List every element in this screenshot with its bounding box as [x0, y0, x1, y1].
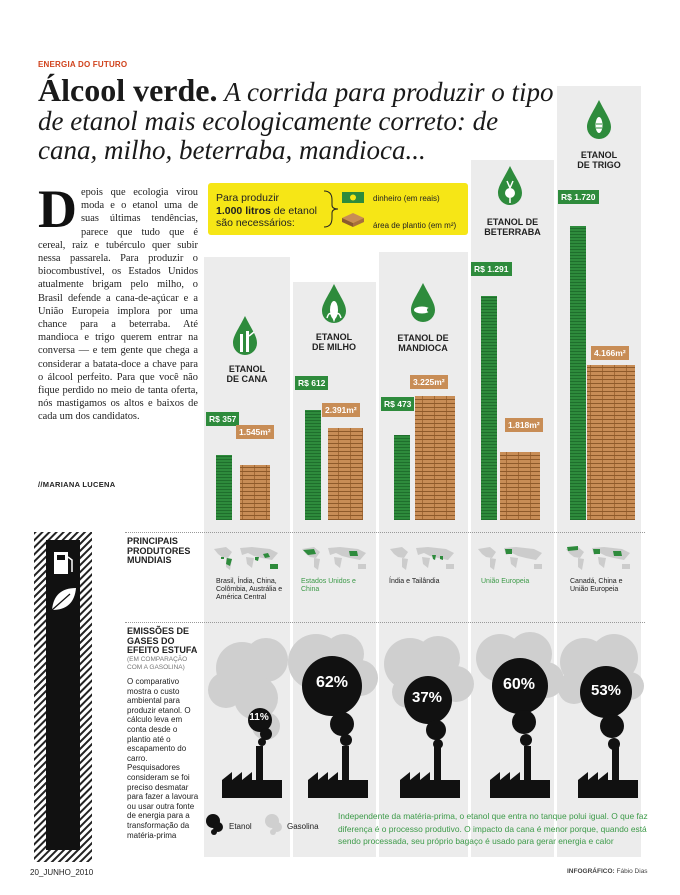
- money-bar-beterraba: [481, 296, 497, 520]
- legend-line2-bold: 1.000 litros: [216, 204, 271, 217]
- crop-name-mandioca-2: MANDIOCA: [398, 343, 448, 353]
- factory-mandioca: [400, 746, 460, 798]
- area-tag-trigo: 4.166m²: [591, 346, 629, 360]
- land-bar-milho: [328, 428, 363, 520]
- smoke-cloud-cana: [208, 638, 288, 746]
- rule-emissions: [125, 622, 645, 623]
- world-map-icon-5: [566, 546, 630, 570]
- emission-pct-beterraba: 60%: [502, 676, 536, 693]
- emission-pct-mandioca: 37%: [411, 689, 443, 706]
- money-bar-mandioca: [394, 435, 410, 520]
- factory-cana: [222, 746, 282, 798]
- world-map-icon-3: [390, 547, 454, 570]
- gasoline-smoke-icon: [262, 812, 286, 836]
- wheat-icon: [586, 100, 612, 140]
- land-bar-beterraba: [500, 452, 540, 520]
- byline: //MARIANA LUCENA: [38, 480, 116, 489]
- price-tag-milho: R$ 612: [295, 376, 328, 390]
- factory-milho: [308, 746, 368, 798]
- producers-trigo: Canadá, China e União Europeia: [570, 578, 623, 594]
- sidebar-stripe: [34, 532, 92, 862]
- legend-gasoline: Gasolina: [287, 822, 319, 831]
- crop-name-trigo-1: ETANOL: [580, 150, 618, 160]
- legend-line2-rest: de etanol: [270, 204, 317, 217]
- headline-rest: A corrida para produzir o tipo de etanol mais ecologicamente correto: de cana, milho, beterraba, mandioca...: [38, 77, 554, 165]
- money-bar-milho: [305, 410, 321, 520]
- area-tag-beterraba: 1.818m²: [505, 418, 543, 432]
- kicker: ENERGIA DO FUTURO: [38, 60, 128, 69]
- emission-pct-trigo: 53%: [590, 682, 622, 699]
- price-tag-cana: R$ 357: [206, 412, 239, 426]
- price-tag-trigo: R$ 1.720: [558, 190, 599, 204]
- producers-cana: Brasil, Índia, China, Colômbia, Austrália e América Central: [216, 578, 283, 602]
- producers-milho: Estados Unidos e China: [301, 578, 356, 594]
- crop-name-trigo-2: DE TRIGO: [577, 160, 621, 170]
- producers-mandioca: Índia e Tailândia: [389, 578, 440, 585]
- crop-name-milho-1: ETANOL: [315, 332, 353, 342]
- footer-page: 20_JUNHO_2010: [30, 868, 94, 877]
- legend-area-label: área de plantio (em m²): [373, 221, 457, 230]
- emission-pct-cana: 11%: [249, 712, 269, 723]
- crop-name-cana-1: ETANOL: [228, 364, 266, 374]
- world-maps: [212, 543, 648, 573]
- factory-trigo: [578, 746, 638, 798]
- crop-name-cana-2: DE CANA: [226, 374, 268, 384]
- legend-line1: Para produzir: [216, 192, 280, 204]
- dropcap: D: [38, 179, 77, 239]
- price-tag-beterraba: R$ 1.291: [471, 262, 512, 276]
- footer-credit: [567, 868, 648, 875]
- article-body: [38, 179, 198, 424]
- area-tag-mandioca: 3.225m²: [410, 375, 448, 389]
- land-bar-mandioca: [415, 396, 455, 520]
- footer-credit-label: INFOGRÁFICO:: [567, 868, 615, 875]
- money-bar-trigo: [570, 226, 586, 520]
- crop-name-beterraba-2: BETERRABA: [484, 227, 541, 237]
- rule-producers: [125, 532, 645, 533]
- area-tag-milho: 2.391m²: [322, 403, 360, 417]
- emissions-subtitle: (EM COMPARAÇÃO COM A GASOLINA): [127, 656, 188, 671]
- footer-credit-name: Fábio Dias: [616, 868, 648, 875]
- legend-money-label: dinheiro (em reais): [373, 194, 440, 203]
- legend-line3: são necessários:: [216, 217, 295, 229]
- world-map-icon-4: [478, 547, 542, 570]
- headline: [38, 72, 558, 165]
- land-bar-cana: [240, 465, 270, 520]
- money-bar-cana: [216, 455, 232, 520]
- crop-name-mandioca-1: ETANOL DE: [397, 333, 449, 343]
- bars-svg: [200, 160, 650, 532]
- crop-name-beterraba-1: ETANOL DE: [486, 217, 539, 227]
- crop-name-milho-2: DE MILHO: [312, 342, 356, 352]
- emissions-text: O comparativo mostra o custo ambiental para produzir etanol. O cálculo leva em conta desde o plantio até o escapamento do carro. Pesquisadores consideram se foi preciso desmatar para fazer a lavoura ou usar outra fonte de energia para a transformação da matéria-prima: [127, 677, 199, 840]
- producers-title: PRINCIPAIS PRODUTORES MUNDIAIS: [127, 536, 191, 565]
- article-text: epois que ecologia virou moda e o etanol uma de suas últimas tendências, parece que tudo que é cereal, raiz e tubérculo quer subir nessa passarela. Para produzir o biocombustível, os Estados Unidos atualmente brigam pelo milho, o Brasil defende a cana-de-açúcar e a União Europeia implora por uma chance para a beterraba. Até mandioca e trigo querem entrar na conversa — e tem gente que chega a considerar a batata-doce a chave para o álcool perfeito. Para que você não fique perdido no meio de tanta oferta, nós mastigamos os altos e baixos de cada um dos candidatos.: [38, 187, 198, 423]
- price-tag-mandioca: R$ 473: [381, 397, 414, 411]
- land-bar-trigo: [587, 365, 635, 520]
- producers-beterraba: União Europeia: [481, 578, 530, 585]
- ethanol-smoke-icon: [203, 812, 227, 836]
- emission-pct-milho: 62%: [315, 674, 349, 691]
- legend-ethanol: Etanol: [229, 822, 252, 831]
- bottom-note: Independente da matéria-prima, o etanol que entra no tanque polui igual. O que faz diferença é o processo produtivo. O impacto da cana é menor porque, quando está sendo processada, seu próprio bagaço é usado para gerar energia e calor: [338, 811, 648, 846]
- area-tag-cana: 1.545m²: [236, 425, 274, 439]
- emissions-title: EMISSÕES DE GASES DO EFEITO ESTUFA: [127, 626, 198, 655]
- headline-bold: Álcool verde.: [38, 72, 218, 108]
- world-map-icon-1: [214, 547, 278, 570]
- world-map-icon-2: [302, 547, 366, 570]
- factory-beterraba: [490, 746, 550, 798]
